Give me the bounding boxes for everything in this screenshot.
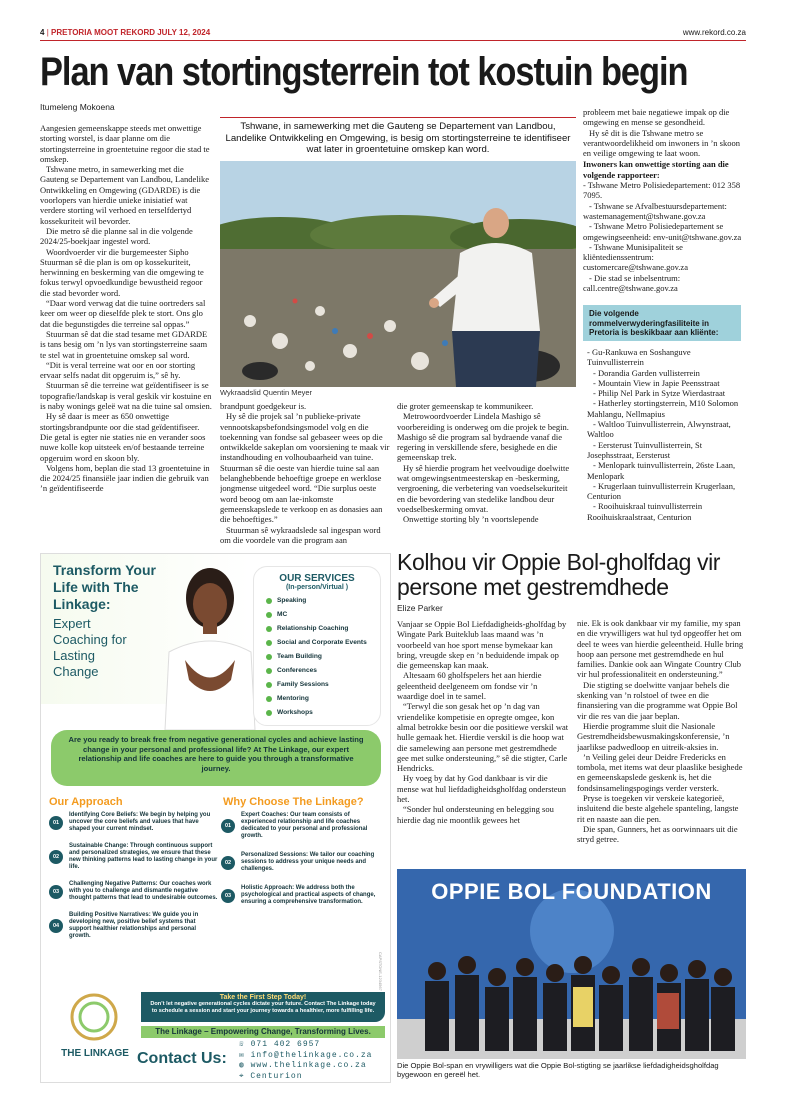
location-icon: ⌖ <box>239 1071 251 1081</box>
main-headline: Plan van stortingsterrein tot kostuin begin <box>40 50 688 94</box>
paragraph: Hy voeg by dat hy God dankbaar is vir die mense wat hul liefdadigheidsgholfdag ondersteun het. <box>397 773 567 805</box>
paragraph: ’n Veiling gelei deur Deidre Fredericks en tombola, met items wat deur plaaslike besighede en gemeenskapslede geskenk is, het die fondsinsamelingspogings verder versterk. <box>577 751 743 793</box>
page-number: 4 <box>40 28 45 37</box>
paragraph: Woordvoerder vir die burgemeester Sipho Stuurman sê die plan is om op kossekuriteit, herwinning en beskerming van die omgewing te fokus terwyl opvoedkundige bewustheid regoor die stad bevorder word. <box>40 246 204 298</box>
first-step-box <box>141 992 385 1022</box>
article2-column-2 <box>577 618 747 864</box>
paragraph: Stuurman sê die terreine wat geïdentifiseer is se topografie/landskap is veral geskik vir kostuine en is naby wonings geleë wat na die tuine sal omsien. <box>40 380 212 412</box>
why-title: Why Choose The Linkage? <box>223 796 364 808</box>
paragraph: probleem met baie negatiewe impak op die omgewing en mense se gesondheid. <box>583 107 730 128</box>
service-item: Relationship Coaching <box>266 625 380 633</box>
bullet-icon <box>266 640 272 646</box>
header-rule <box>40 40 746 41</box>
linkage-logo-text: THE LINKAGE <box>61 1048 129 1059</box>
bullet-icon <box>266 668 272 674</box>
contact-title: Contact Us: <box>137 1050 227 1067</box>
article2-column-1 <box>397 619 569 863</box>
paragraph: brandpunt goedgekeur is. <box>220 401 307 411</box>
foundation-banner: OPPIE BOL FOUNDATION <box>431 879 712 904</box>
page-header: 4 | PRETORIA MOOT REKORD JULY 12, 2024 www.rekord.co.za <box>40 28 746 37</box>
paragraph: “Terwyl die son gesak het op ’n dag van vriendelike kompetisie en opregte omgee, kon almal betrokke besin oor die positiewe verskil wat hulle gemaak het. Hierdie verskil is die hoop wat die samelewing aan persone met gestremdhede gee met sulke ondersteuning,” sê die stigter, Carle Hendricks. <box>397 701 569 774</box>
paragraph: - Philip Nel Park in Sytze Wierdastraat <box>593 388 726 399</box>
paragraph: Hierdie programme sluit die Nasionale Gestremdheidsbewusmakingskonferensie, ’n jaarlikse padwedloop en uitreik-aksies in. <box>577 720 730 752</box>
services-title: OUR SERVICES <box>279 573 355 584</box>
bullet-icon <box>266 654 272 660</box>
byline: Itumeleng Mokoena <box>40 102 115 112</box>
approach-title: Our Approach <box>49 796 123 808</box>
article2-headline: Kolhou vir Oppie Bol-gholfdag vir persone met gestremdhede <box>397 549 721 600</box>
paragraph: Metrowoordvoerder Lindela Mashigo sê voorbereiding is onderweg om die projek te begin. Mashigo sê die program sal bydraende vanaf die regering in verskillende sfere, besighede en die gemeenskap trek. <box>397 411 569 463</box>
service-item: Social and Corporate Events <box>266 639 380 647</box>
article-column-1 <box>40 123 212 545</box>
numbered-item <box>49 843 219 871</box>
item-number-badge: 02 <box>49 850 63 864</box>
article-column-2 <box>220 401 390 546</box>
service-item: MC <box>266 611 380 619</box>
service-item: Team Building <box>266 653 380 661</box>
ad-code: CAPSTONE-1234567 <box>378 952 383 991</box>
item-text: Building Positive Narratives: We guide you in developing new, positive belief systems that support healthier relationships and personal growth. <box>69 912 199 939</box>
paragraph: Stuurman sê wykraadslede sal ingespan word om die voordele van die program aan <box>220 524 381 545</box>
paragraph: Die stigting se doelwitte vanjaar behels die skenking van ’n rolstoel of twee en die finansiering van die programme wat Oppie Bol vir die res van die jaar beplan. <box>577 679 738 721</box>
paragraph: - Hatherley stortingsterrein, M10 Solomon Mahlangu, Nellmapius <box>587 398 739 419</box>
paragraph: Onwettige storting bly ’n voortslepende <box>403 514 539 525</box>
bullet-icon <box>266 682 272 688</box>
item-number-badge: 01 <box>221 819 235 833</box>
paragraph: - Eersterust Tuinvullisterrein, St Josephsstraat, Eersterust <box>587 439 703 460</box>
contact-phone[interactable]: 071 402 6957 <box>250 1040 321 1049</box>
paragraph: - Tshwane Metro Polisiedepartement: 012 358 7095. <box>583 180 741 201</box>
item-text: Holistic Approach: We address both the psychological and practical aspects of change, ensuring a comprehensive transformation. <box>241 885 376 905</box>
paragraph: nie. Ek is ook dankbaar vir my familie, my span en die vrywilligers wat hul tyd opgeoffer het om deel te wees van hierdie geleentheid. Hulle bring hoop aan persone met gestremdhede en hul families. Dankie ook aan Wingate Country Club vir hul professionaliteit en ondersteuning.” <box>577 618 744 680</box>
paragraph: Hy sê hierdie program het veelvoudige doelwitte wat omgewingsentmeesterskap en -beskerming, vergroening, die verbetering van voedselsekuriteit en die bevordering van stedelike landbou deur voedselbeskerming omvat. <box>397 462 570 514</box>
paragraph: Altesaam 60 gholfspelers het aan hierdie geleentheid deelgeneem om fondse vir ’n waardige doel in te samel. <box>397 670 542 702</box>
item-text: Personalized Sessions: We tailor our coaching sessions to address your unique needs and challenges. <box>241 852 375 872</box>
ad-subheadline: Expert Coaching for Lasting Change <box>53 616 127 679</box>
numbered-item <box>49 912 219 940</box>
item-text: Challenging Negative Patterns: Our coaches work with you to challenge and dismantle negative thought patterns that lead to undesirable outcomes. <box>69 881 218 901</box>
bullet-icon <box>266 696 272 702</box>
item-text: Identifying Core Beliefs: We begin by helping you uncover the core beliefs and values that have shaped your current mindset. <box>69 812 211 832</box>
facilities-list <box>587 347 743 547</box>
paragraph: - Gu-Rankuwa en Soshanguve Tuinvullisterrein <box>587 347 691 368</box>
paragraph: Die span, Gunners, het as oorwinnaars uit die stryd getree. <box>577 823 738 845</box>
paragraph: - Waltloo Tuinvullisterrein, Alwynstraat, Waltloo <box>587 419 731 440</box>
numbered-item <box>221 885 385 906</box>
paragraph: “Dit is veral terreine wat oor en oor storting ervaar selfs nadat dit opgeruim is,” sê hy. <box>40 359 196 381</box>
article2-caption: Die Oppie Bol-span en vrywilligers wat die Oppie Bol-stigting se jaarlikse liefdadigheidsgholfdag bygewoon en gereël het. <box>397 1061 719 1080</box>
article-column-4 <box>583 107 743 303</box>
paragraph: - Tshwane se Afvalbestuursdepartement: wastemanagement@tshwane.gov.za <box>583 200 727 221</box>
bullet-icon <box>266 710 272 716</box>
item-number-badge: 03 <box>49 885 63 899</box>
article-column-3 <box>397 401 572 546</box>
phone-icon: ☏ <box>239 1040 251 1049</box>
web-icon: ◍ <box>239 1061 251 1070</box>
numbered-item <box>221 852 385 873</box>
article2-byline: Elize Parker <box>397 603 443 613</box>
paragraph: - Tshwane Munisipaliteit se kliëntedienssentrum: customercare@tshwane.gov.za <box>583 241 688 273</box>
item-number-badge: 03 <box>221 889 235 903</box>
paragraph: Aangesien gemeenskappe steeds met onwettige storting worstel, is daar planne om die stortingsterreine in groentetuine regoor die stad te omskep. <box>40 123 210 164</box>
bullet-icon <box>266 598 272 604</box>
oppie-bol-team-photo <box>397 869 746 1059</box>
item-text: Sustainable Change: Through continuous support and personalized strategies, we ensure that these new thinking patterns lead to lasting change in your life. <box>69 843 218 870</box>
contact-web[interactable]: www.thelinkage.co.za <box>250 1061 367 1070</box>
paragraph: - Menlopark tuinvullisterrein, 26ste Laan, Menlopark <box>587 460 736 481</box>
facilities-box <box>583 305 741 341</box>
publication-name: PRETORIA MOOT REKORD JULY 12, 2024 <box>51 28 211 37</box>
item-number-badge: 02 <box>221 856 235 870</box>
bullet-icon <box>266 612 272 618</box>
report-heading: Inwoners kan onwettige storting aan die volgende rapporteer: <box>583 159 729 180</box>
numbered-item <box>49 881 219 902</box>
paragraph: - Die stad se inbelsentrum: call.centre@tshwane.gov.za <box>583 272 681 294</box>
paragraph: Volgens hom, beplan die stad 13 groentetuine in die 2024/25 finansiële jaar indien die gebruik van ’n geïdentifiseerde <box>40 462 210 494</box>
paragraph: Die metro sê die planne sal in die volgende 2024/25-boekjaar ingestel word. <box>40 225 193 247</box>
item-number-badge: 04 <box>49 919 63 933</box>
top-caption: Tshwane, in samewerking met die Gauteng se Departement van Landbou, Landelike Ontwikkeling en Omgewing, is besig om stortingsterreine te identifiseer wat later in groentetuine omskep kan word. <box>220 117 576 156</box>
paragraph: die groter gemeenskap te kommunikeer. <box>397 401 534 411</box>
step-title: Take the First Step Today! <box>219 994 307 1001</box>
ad-banner: Are you ready to break free from negative generational cycles and achieve lasting change in your personal and professional life? At The Linkage, our expert relationship and life coaches are here to guide you through a transformative journey. <box>51 730 381 786</box>
contact-email[interactable]: info@thelinkage.co.za <box>250 1050 373 1060</box>
item-text: Expert Coaches: Our team consists of experienced relationship and life coaches dedicated to your personal and professional growth. <box>241 812 368 839</box>
paragraph: - Krugerlaan tuinvullisterrein Krugerlaan, Centurion <box>587 480 736 502</box>
paragraph: - Dorandia Garden vullisterrein <box>593 367 700 378</box>
dumping-site-photo <box>220 161 576 387</box>
service-item: Workshops <box>266 709 380 717</box>
paragraph: Pryse is toegeken vir verskeie kategorieë, insluitend die beste algehele spanteling, langste rit en naaste aan die pen. <box>577 793 739 824</box>
ad-headline: Transform Your Life with The Linkage: <box>53 562 156 612</box>
paragraph: “Daar word verwag dat die tuine oortreders sal keer om weer op dieselfde plek te stort. Ons glo dat die begunstigdes die terreine sal oppas.” <box>40 298 206 329</box>
paragraph: Stuurman sê dat die stad tesame met GDARDE is tans besig om ’n lys van stortingsterreine saam te stel wat in groentetuine omskep sal word. <box>40 328 208 360</box>
paragraph: Hy sê daar is meer as 650 onwettige stortingsbrandpunte oor die stad geïdentifiseer. Die getal is egter nie staties nie en verander soos nuwe kolle kop uitsteek en/of bestaande terreine opgeruim word en skoon bly. <box>40 411 206 463</box>
service-item: Mentoring <box>266 695 380 703</box>
paragraph: - Rooihuiskraal tuinvullisterrein Rooihuiskraalstraat, Centurion <box>587 501 703 522</box>
step-text: Don’t let negative generational cycles dictate your future. Contact The Linkage today to schedule a session and start your journey towards a healthier, more fulfilling life. <box>150 1001 376 1014</box>
bullet-icon <box>266 626 272 632</box>
email-icon: ✉ <box>239 1050 251 1060</box>
item-number-badge: 01 <box>49 816 63 830</box>
paragraph: Hy sê dit is die Tshwane metro se verantwoordelikheid om inwoners in ’n skoon en veilige omgewing te laat woon. <box>583 127 740 159</box>
contact-location: Centurion <box>250 1071 303 1081</box>
paragraph: Tshwane metro, in samewerking met die Gauteng se Departement van Landbou, Landelike Ontwikkeling en Omgewing (GDARDE) is die voorlopers van hierdie unieke inisiatief wat verdere storting wil verhoed en terselfdertyd kossekuriteit wil bevorder. <box>40 164 209 226</box>
contact-details <box>239 1040 372 1082</box>
paragraph: - Mountain View in Japie Peensstraat <box>593 377 720 388</box>
service-item: Speaking <box>266 597 380 605</box>
paragraph: Hy sê die projek sal ’n publieke-private vennootskapsbefondsingsmodel volg en die toekenning van fondse sal gebaseer wees op die ontwikkelde sakeplan om voorsiening te maak vir instandhouding en volhoubaarheid van tuine. Stuurman sê die oeste van hierdie tuine sal aan belanghebbende behoeftige groepe en werklose jongmense uitgedeel word. “Die surplus oeste word beoog om aan lae-inkomste gemeenskapslede te verkoop en as donasies aan die behoeftiges.” <box>220 411 390 525</box>
service-item: Conferences <box>266 667 380 675</box>
photo-illustration <box>220 161 576 387</box>
photo-credit: Wykraadslid Quentin Meyer <box>220 388 313 397</box>
services-card <box>253 566 381 726</box>
numbered-item <box>49 812 219 833</box>
services-subtitle: (In-person/Virtual ) <box>285 584 349 591</box>
linkage-logo-icon <box>59 992 129 1042</box>
website-link[interactable]: www.rekord.co.za <box>682 28 746 37</box>
ad-tagline: The Linkage – Empowering Change, Transforming Lives. <box>141 1026 385 1038</box>
linkage-advertisement <box>40 553 391 1083</box>
paragraph: “Sonder hul ondersteuning en belegging sou hierdie dag nie moontlik gewees het <box>397 804 554 825</box>
paragraph: - Tshwane Metro Polisiedepartement se omgewingseenheid: env-unit@tshwane.gov.za <box>583 221 742 242</box>
service-item: Family Sessions <box>266 681 380 689</box>
facilities-title: Die volgende rommelverwyderingfasiliteite in Pretoria is beskikbaar aan kliënte: <box>589 309 719 337</box>
paragraph: Vanjaar se Oppie Bol Liefdadigheids-gholfdag by Wingate Park Buiteklub laas maand was ’n voorbeeld van hoe sport mense bymekaar kan bring, vreugde skep en ’n beduidende impak op die gemeenskap kan maak. <box>397 619 567 671</box>
numbered-item <box>221 812 385 840</box>
